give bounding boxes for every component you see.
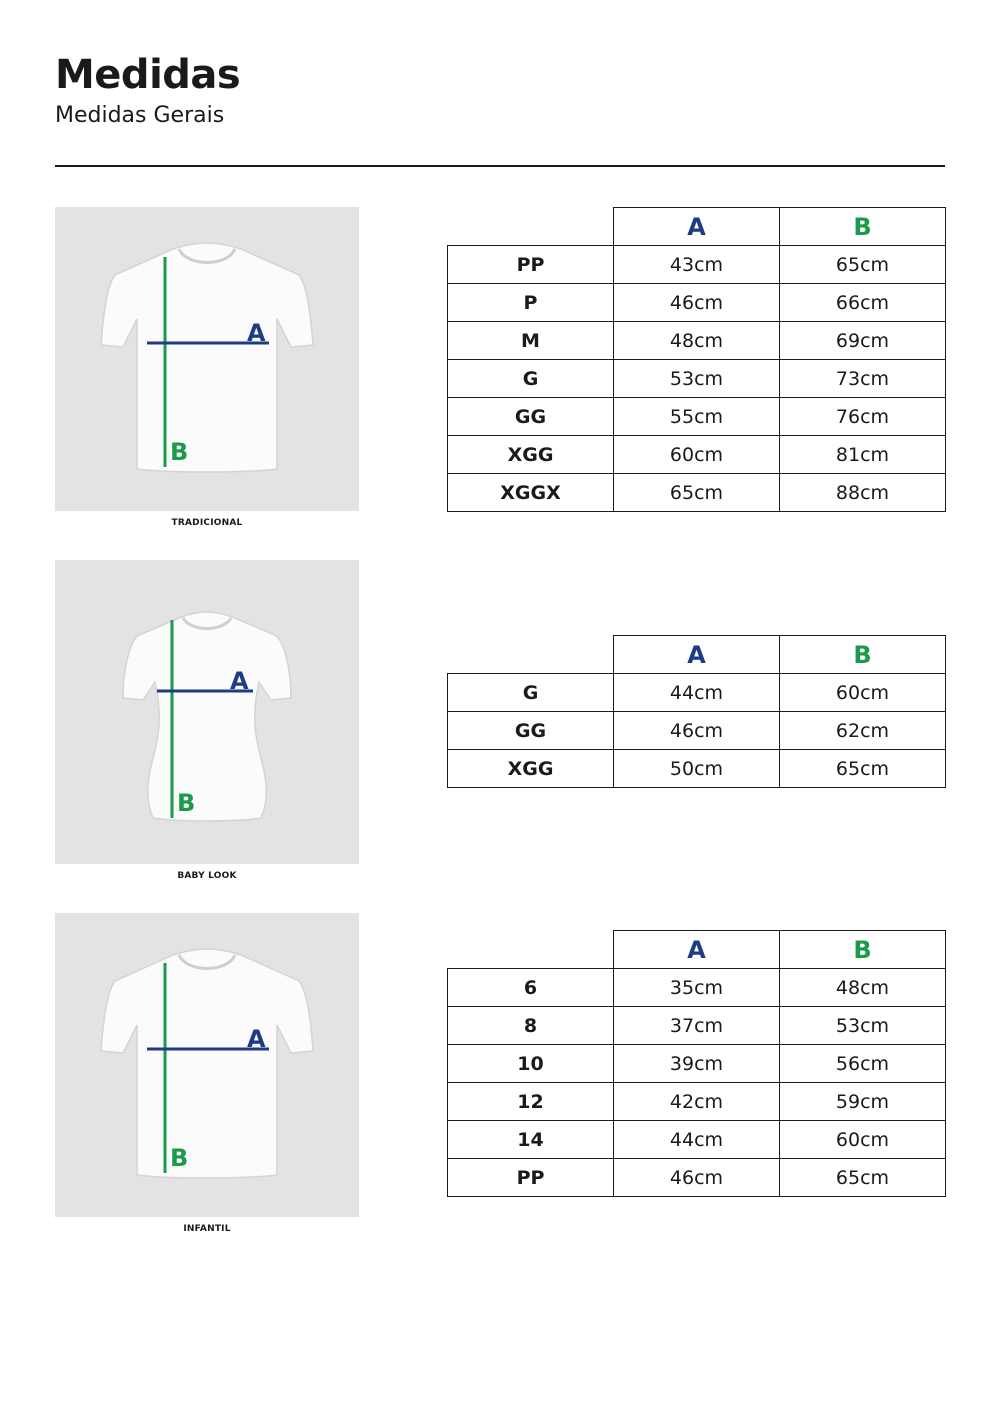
table-row (448, 674, 946, 712)
size-table-infantil (447, 930, 946, 1197)
table-row (448, 360, 946, 398)
header-blank (448, 931, 614, 969)
size-cell: 12 (448, 1083, 614, 1121)
measure-b-cell: 88cm (780, 474, 946, 512)
table-row (448, 1121, 946, 1159)
size-cell: P (448, 284, 614, 322)
size-cell: M (448, 322, 614, 360)
measure-a-cell: 39cm (614, 1045, 780, 1083)
size-cell: 14 (448, 1121, 614, 1159)
table-row (448, 474, 946, 512)
measure-a-cell: 48cm (614, 322, 780, 360)
page-subtitle: Medidas Gerais (55, 103, 225, 128)
header-b: B (780, 636, 946, 674)
tshirt-tradicional-icon (55, 207, 359, 511)
size-cell: GG (448, 398, 614, 436)
size-cell: XGG (448, 750, 614, 788)
measure-a-cell: 37cm (614, 1007, 780, 1045)
measure-a-cell: 46cm (614, 1159, 780, 1197)
measure-b-cell: 60cm (780, 1121, 946, 1159)
measure-a-cell: 46cm (614, 284, 780, 322)
measure-b-cell: 66cm (780, 284, 946, 322)
table-header-row (448, 636, 946, 674)
measure-a-cell: 53cm (614, 360, 780, 398)
table-row (448, 750, 946, 788)
caption-infantil: INFANTIL (183, 1224, 231, 1234)
tshirt-infantil-figure (55, 913, 359, 1217)
header-a: A (614, 931, 780, 969)
label-a: A (247, 319, 266, 347)
size-table-babylook (447, 635, 946, 788)
size-cell: G (448, 674, 614, 712)
measure-a-cell: 43cm (614, 246, 780, 284)
label-b: B (170, 438, 189, 466)
size-cell: XGGX (448, 474, 614, 512)
measure-b-cell: 76cm (780, 398, 946, 436)
measure-b-cell: 69cm (780, 322, 946, 360)
measure-a-cell: 50cm (614, 750, 780, 788)
table-row (448, 712, 946, 750)
tshirt-infantil-icon (55, 913, 359, 1217)
measure-b-cell: 59cm (780, 1083, 946, 1121)
measure-a-cell: 35cm (614, 969, 780, 1007)
measure-b-cell: 65cm (780, 1159, 946, 1197)
caption-tradicional: TRADICIONAL (171, 518, 243, 528)
table-row (448, 322, 946, 360)
tshirt-babylook-figure (55, 560, 359, 864)
measure-a-cell: 44cm (614, 674, 780, 712)
header-b: B (780, 931, 946, 969)
tshirt-tradicional-figure (55, 207, 359, 511)
size-cell: XGG (448, 436, 614, 474)
header-blank (448, 636, 614, 674)
tshirt-babylook-icon (55, 560, 359, 864)
size-cell: PP (448, 1159, 614, 1197)
header-blank (448, 208, 614, 246)
header-b: B (780, 208, 946, 246)
table-row (448, 1159, 946, 1197)
table-row (448, 1045, 946, 1083)
table-row (448, 1083, 946, 1121)
table-row (448, 436, 946, 474)
measure-b-cell: 53cm (780, 1007, 946, 1045)
measure-a-cell: 42cm (614, 1083, 780, 1121)
label-b: B (170, 1144, 189, 1172)
measure-a-cell: 60cm (614, 436, 780, 474)
measure-b-cell: 81cm (780, 436, 946, 474)
size-cell: 10 (448, 1045, 614, 1083)
label-a: A (247, 1025, 266, 1053)
measure-b-cell: 62cm (780, 712, 946, 750)
header-a: A (614, 208, 780, 246)
divider (55, 165, 945, 167)
page-title: Medidas (55, 52, 241, 98)
measure-b-cell: 48cm (780, 969, 946, 1007)
table-row (448, 398, 946, 436)
table-header-row (448, 931, 946, 969)
size-cell: PP (448, 246, 614, 284)
caption-babylook: BABY LOOK (177, 871, 237, 881)
size-cell: 6 (448, 969, 614, 1007)
measure-b-cell: 56cm (780, 1045, 946, 1083)
header-a: A (614, 636, 780, 674)
table-row (448, 969, 946, 1007)
measure-a-cell: 65cm (614, 474, 780, 512)
size-cell: 8 (448, 1007, 614, 1045)
label-a: A (230, 667, 249, 695)
label-b: B (177, 789, 196, 817)
measure-b-cell: 73cm (780, 360, 946, 398)
table-row (448, 284, 946, 322)
size-cell: G (448, 360, 614, 398)
size-table-tradicional (447, 207, 946, 512)
table-row (448, 246, 946, 284)
size-cell: GG (448, 712, 614, 750)
table-header-row (448, 208, 946, 246)
measure-b-cell: 65cm (780, 750, 946, 788)
measure-a-cell: 46cm (614, 712, 780, 750)
table-row (448, 1007, 946, 1045)
measure-a-cell: 44cm (614, 1121, 780, 1159)
measure-a-cell: 55cm (614, 398, 780, 436)
measure-b-cell: 60cm (780, 674, 946, 712)
measure-b-cell: 65cm (780, 246, 946, 284)
